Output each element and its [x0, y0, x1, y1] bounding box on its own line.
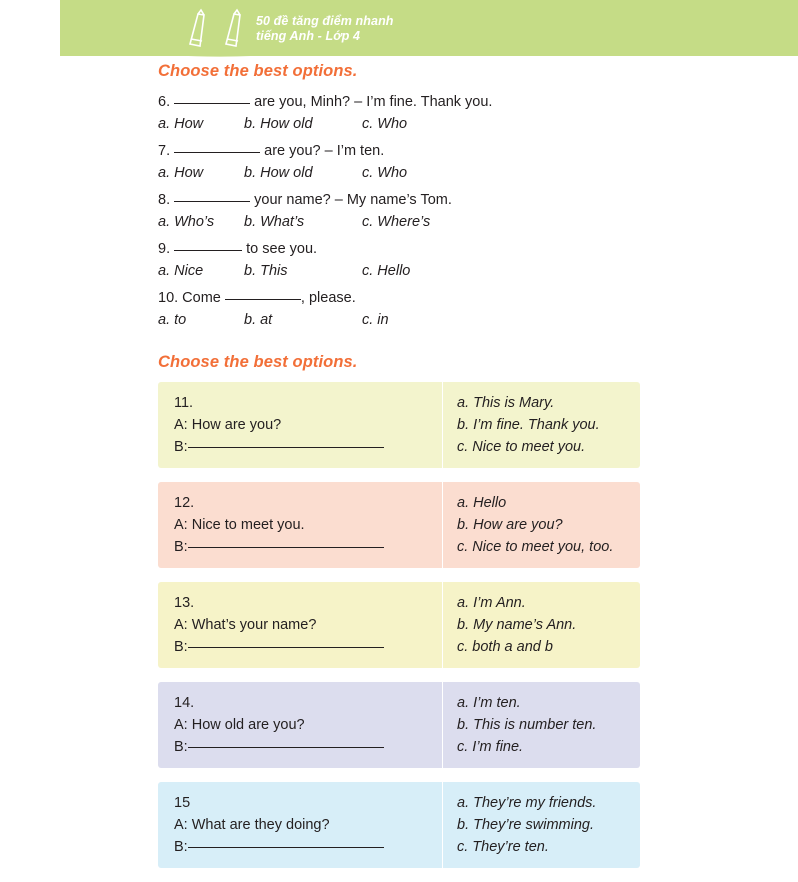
matching-card-options	[442, 382, 640, 468]
matching-card	[158, 382, 640, 468]
option-c[interactable]: c. Who	[362, 116, 408, 132]
matching-card-left	[158, 782, 442, 868]
section-title-1: Choose the best options.	[158, 62, 358, 80]
option-c[interactable]: c. Who	[362, 165, 408, 181]
speaker-b-line	[174, 736, 432, 758]
question-prompt-before: 6.	[158, 94, 175, 110]
section-title-2: Choose the best options.	[158, 353, 358, 371]
question-prompt-after: are you, Minh? – I’m fine. Thank you.	[250, 94, 493, 110]
answer-blank[interactable]	[225, 299, 301, 300]
option-a[interactable]: a. Nice	[158, 263, 204, 279]
speaker-b-label: B:	[174, 439, 188, 455]
speaker-b-label: B:	[174, 839, 188, 855]
option-row	[158, 162, 798, 184]
speaker-b-label: B:	[174, 639, 188, 655]
question-prompt-after: , please.	[300, 290, 356, 306]
question-item	[158, 189, 798, 233]
option-c[interactable]: c. Hello	[362, 263, 411, 279]
answer-blank[interactable]	[174, 103, 250, 104]
option-row	[158, 309, 798, 331]
option-a[interactable]: a. Hello	[457, 495, 507, 511]
answer-blank[interactable]	[188, 647, 384, 648]
question-prompt-after: to see you.	[242, 241, 318, 257]
item-number: 15	[174, 795, 191, 811]
speaker-b-label: B:	[174, 539, 188, 555]
matching-card-options	[442, 582, 640, 668]
option-a[interactable]: a. How	[158, 165, 204, 181]
question-prompt	[158, 238, 798, 260]
option-b[interactable]: b. How old	[244, 116, 313, 132]
worksheet-content	[0, 62, 798, 882]
item-number: 13.	[174, 595, 195, 611]
answer-blank[interactable]	[188, 547, 384, 548]
option-b[interactable]: b. at	[244, 312, 273, 328]
matching-card-options	[442, 682, 640, 768]
speaker-a-line: A: What are they doing?	[174, 817, 330, 833]
speaker-b-line	[174, 836, 432, 858]
question-prompt	[158, 189, 798, 211]
speaker-a-line: A: How old are you?	[174, 717, 305, 733]
matching-card-left	[158, 382, 442, 468]
matching-card	[158, 782, 640, 868]
option-a[interactable]: a. to	[158, 312, 187, 328]
pencil-icon	[182, 8, 252, 50]
question-prompt-before: 8.	[158, 192, 175, 208]
header-title-line2: tiếng Anh - Lớp 4	[256, 29, 361, 43]
option-row	[158, 260, 798, 282]
answer-blank[interactable]	[174, 152, 260, 153]
question-prompt-after: your name? – My name’s Tom.	[250, 192, 452, 208]
question-item	[158, 140, 798, 184]
option-a[interactable]: a. How	[158, 116, 204, 132]
matching-card	[158, 682, 640, 768]
question-prompt-after: are you? – I’m ten.	[260, 143, 385, 159]
question-item	[158, 287, 798, 331]
option-c[interactable]: c. They’re ten.	[457, 839, 549, 855]
question-prompt	[158, 91, 798, 113]
item-number: 12.	[174, 495, 195, 511]
option-c[interactable]: c. both a and b	[457, 639, 553, 655]
option-a[interactable]: a. They’re my friends.	[457, 795, 597, 811]
header-wave-decoration	[60, 40, 798, 62]
question-prompt-before: 10. Come	[158, 290, 225, 306]
matching-card-left	[158, 482, 442, 568]
speaker-b-line	[174, 636, 432, 658]
option-b[interactable]: b. I’m fine. Thank you.	[457, 417, 600, 433]
answer-blank[interactable]	[188, 447, 384, 448]
option-b[interactable]: b. What’s	[244, 214, 305, 230]
option-row	[158, 211, 798, 233]
answer-blank[interactable]	[174, 201, 250, 202]
answer-blank[interactable]	[188, 847, 384, 848]
option-row	[158, 113, 798, 135]
question-prompt-before: 7.	[158, 143, 175, 159]
matching-card-left	[158, 582, 442, 668]
matching-card	[158, 582, 640, 668]
option-c[interactable]: c. Nice to meet you.	[457, 439, 586, 455]
page-header	[60, 0, 798, 62]
option-b[interactable]: b. This is number ten.	[457, 717, 597, 733]
item-number: 14.	[174, 695, 195, 711]
question-prompt-before: 9.	[158, 241, 175, 257]
option-c[interactable]: c. Where’s	[362, 214, 431, 230]
option-a[interactable]: a. I’m Ann.	[457, 595, 526, 611]
option-b[interactable]: b. How are you?	[457, 517, 563, 533]
matching-card-options	[442, 482, 640, 568]
question-prompt	[158, 140, 798, 162]
header-title-line1: 50 đề tăng điểm nhanh	[256, 14, 394, 28]
speaker-a-line: A: Nice to meet you.	[174, 517, 305, 533]
option-b[interactable]: b. My name’s Ann.	[457, 617, 577, 633]
option-a[interactable]: a. Who’s	[158, 214, 215, 230]
option-c[interactable]: c. I’m fine.	[457, 739, 524, 755]
option-c[interactable]: c. in	[362, 312, 389, 328]
speaker-b-label: B:	[174, 739, 188, 755]
item-number: 11.	[174, 395, 194, 411]
question-prompt	[158, 287, 798, 309]
matching-card-options	[442, 782, 640, 868]
speaker-b-line	[174, 436, 432, 458]
matching-card-left	[158, 682, 442, 768]
speaker-a-line: A: What’s your name?	[174, 617, 317, 633]
matching-card	[158, 482, 640, 568]
option-b[interactable]: b. They’re swimming.	[457, 817, 594, 833]
question-item	[158, 91, 798, 135]
answer-blank[interactable]	[174, 250, 242, 251]
option-a[interactable]: a. This is Mary.	[457, 395, 555, 411]
header-title	[256, 14, 394, 44]
speaker-a-line: A: How are you?	[174, 417, 282, 433]
speaker-b-line	[174, 536, 432, 558]
question-item	[158, 238, 798, 282]
option-b[interactable]: b. How old	[244, 165, 313, 181]
option-b[interactable]: b. This	[244, 263, 288, 279]
option-c[interactable]: c. Nice to meet you, too.	[457, 539, 614, 555]
option-a[interactable]: a. I’m ten.	[457, 695, 521, 711]
answer-blank[interactable]	[188, 747, 384, 748]
